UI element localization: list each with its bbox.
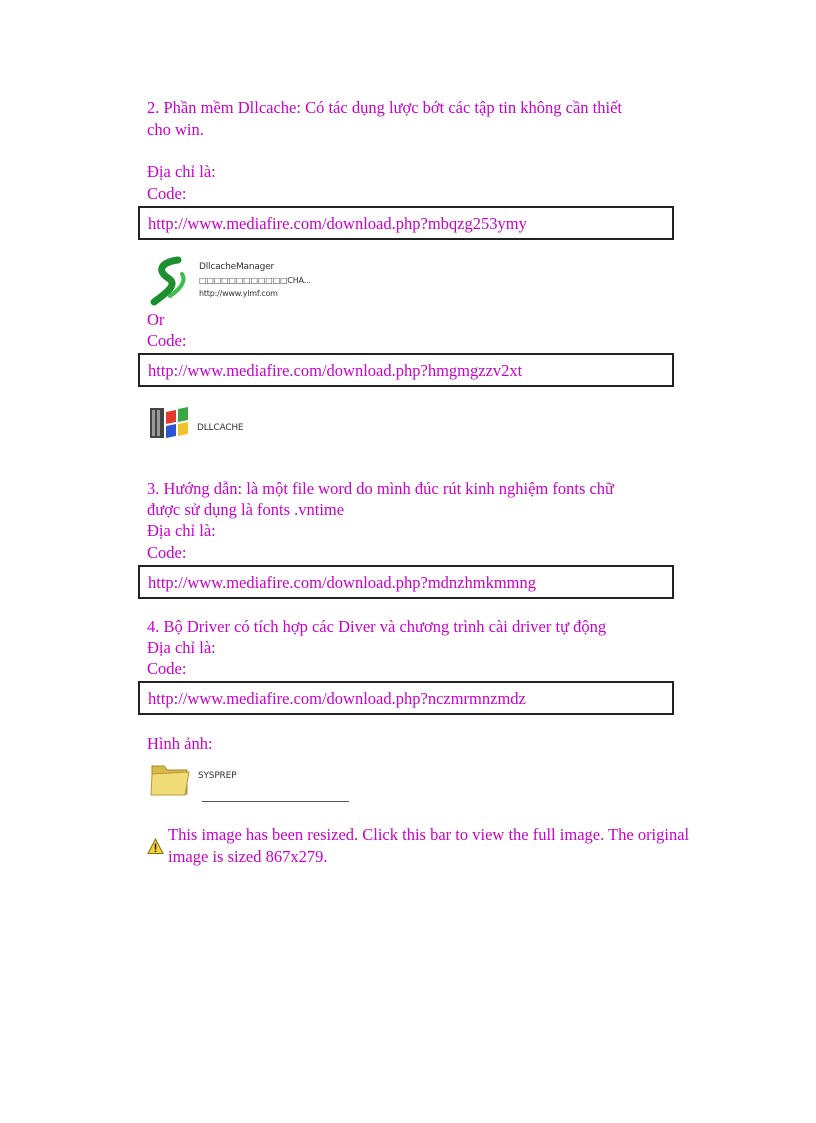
app1-url: http://www.ylmf.com xyxy=(199,289,278,298)
dllcache-manager-icon xyxy=(148,256,194,306)
section3-code-label: Code: xyxy=(147,543,187,562)
code-box-dllcache-1[interactable] xyxy=(138,206,674,240)
section3-address-label: Địa chỉ là: xyxy=(147,521,216,540)
image-label: Hình ảnh: xyxy=(147,734,213,753)
folder-icon xyxy=(149,758,191,798)
section4-address-label: Địa chỉ là: xyxy=(147,638,216,657)
app1-name: DllcacheManager xyxy=(199,262,275,272)
section2-heading-line1: 2. Phần mềm Dllcache: Có tác dụng lược bớt các tập tin không cần thiết xyxy=(147,98,622,117)
app1-subtitle: □□□□□□□□□□□□CHA... xyxy=(199,276,311,285)
section3-heading-line2: được sử dụng là fonts .vntime xyxy=(147,500,345,519)
folder-name: SYSPREP xyxy=(198,771,237,781)
code-box-guide[interactable] xyxy=(138,565,674,599)
section4-heading: 4. Bộ Driver có tích hợp các Diver và chương trình cài driver tự động xyxy=(147,617,607,636)
code-link-dllcache-2[interactable]: http://www.mediafire.com/download.php?hmgmgzzv2xt xyxy=(148,361,523,380)
code-link-driver[interactable]: http://www.mediafire.com/download.php?nczmrmnzmdz xyxy=(148,689,526,708)
section2-heading-line2: cho win. xyxy=(147,120,204,139)
section3-heading-line1: 3. Hướng dẫn: là một file word do mình đúc rút kinh nghiệm fonts chữ xyxy=(147,479,615,498)
divider-line xyxy=(202,801,349,802)
resized-notice[interactable] xyxy=(168,824,738,868)
section2-code-label: Code: xyxy=(147,184,187,203)
code-link-dllcache-1[interactable]: http://www.mediafire.com/download.php?mbqzg253ymy xyxy=(148,214,527,233)
code-box-dllcache-2[interactable] xyxy=(138,353,674,387)
resized-notice-line2[interactable]: image is sized 867x279. xyxy=(168,847,328,866)
or-label: Or xyxy=(147,310,165,329)
section2-code-label-2: Code: xyxy=(147,331,187,350)
resized-notice-line1[interactable]: This image has been resized. Click this bar to view the full image. The original xyxy=(168,825,690,844)
app2-name: DLLCACHE xyxy=(197,423,244,433)
section2-address-label: Địa chỉ là: xyxy=(147,162,216,181)
section4-code-label: Code: xyxy=(147,659,187,678)
code-box-driver[interactable] xyxy=(138,681,674,715)
warning-icon[interactable] xyxy=(147,838,164,855)
code-link-guide[interactable]: http://www.mediafire.com/download.php?mdnzhmkmmng xyxy=(148,573,536,592)
windows-flag-icon xyxy=(148,404,192,446)
